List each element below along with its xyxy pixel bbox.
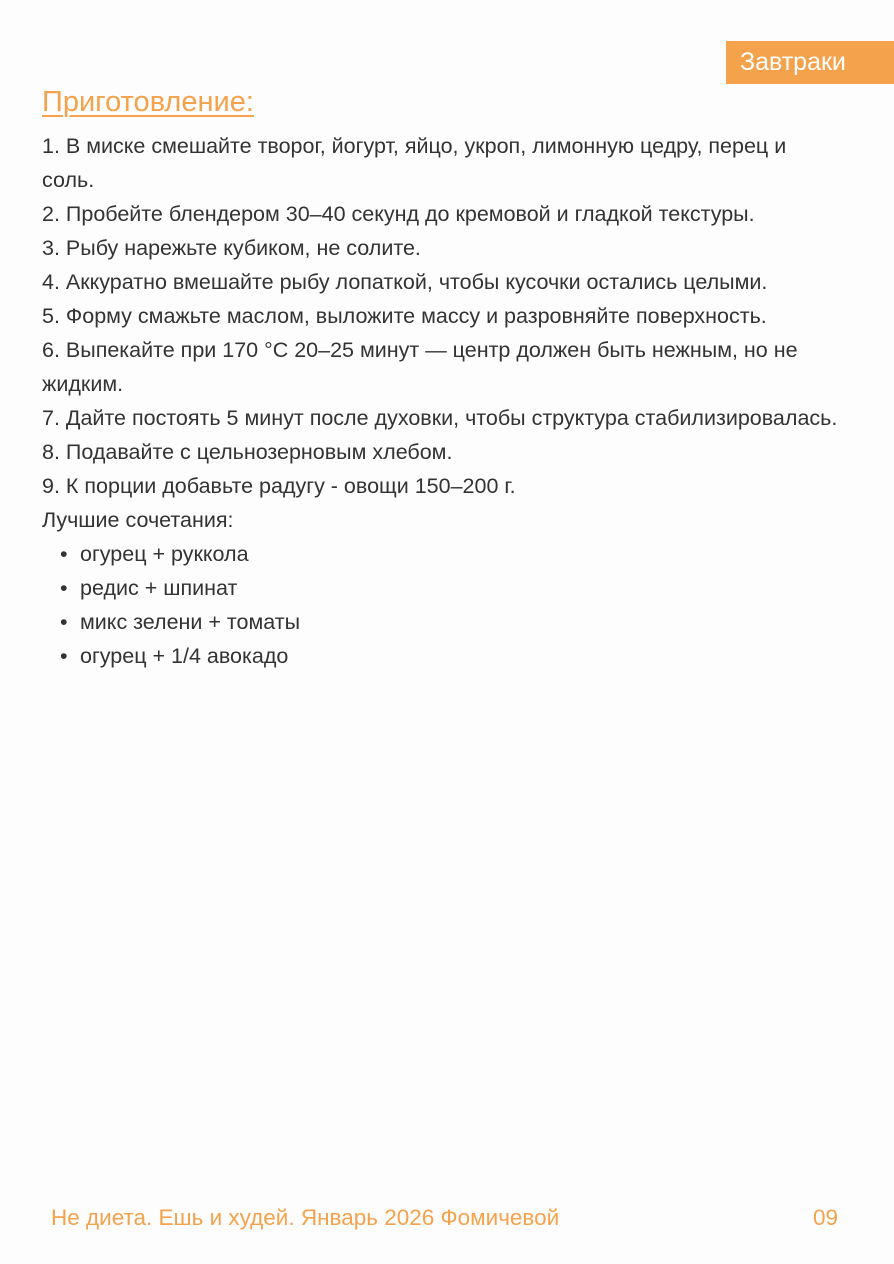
step-item: 3. Рыбу нарежьте кубиком, не солите. [42,236,421,260]
bullet-icon: • [60,644,68,668]
combinations-block [42,503,842,673]
combination-text: редис + шпинат [80,576,238,600]
combination-text: огурец + 1/4 авокадо [80,644,289,668]
combination-text: микс зелени + томаты [80,610,301,634]
bullet-icon: • [60,610,68,634]
preparation-steps [42,129,842,673]
bullet-icon: • [60,576,68,600]
step-item: 7. Дайте постоять 5 минут после духовки, чтобы структура стабилизировалась. [42,406,838,430]
step-item: 1. В миске смешайте творог, йогурт, яйцо, укроп, лимонную цедру, перец и соль. [42,134,787,192]
step-item: 8. Подавайте с цельнозерновым хлебом. [42,440,453,464]
combination-text: огурец + руккола [80,542,249,566]
footer-title: Не диета. Ешь и худей. Январь 2026 Фомичевой [51,1205,560,1230]
step-item: 6. Выпекайте при 170 °С 20–25 минут — центр должен быть нежным, но не жидким. [42,338,798,396]
bullet-icon: • [60,542,68,566]
step-item: 4. Аккуратно вмешайте рыбу лопаткой, чтобы кусочки остались целыми. [42,270,768,294]
step-item: 2. Пробейте блендером 30–40 секунд до кремовой и гладкой текстуры. [42,202,755,226]
combination-item [42,639,842,673]
step-item: 5. Форму смажьте маслом, выложите массу и разровняйте поверхность. [42,304,767,328]
combination-item [42,605,842,639]
section-heading: Приготовление: [42,86,254,118]
page-number: 09 [813,1205,839,1230]
combinations-label: Лучшие сочетания: [42,508,234,532]
combination-item [42,571,842,605]
step-item: 9. К порции добавьте радугу - овощи 150–200 г. [42,474,516,498]
combinations-list [42,537,842,673]
combination-item [42,537,842,571]
section-tag: Завтраки [726,41,894,84]
